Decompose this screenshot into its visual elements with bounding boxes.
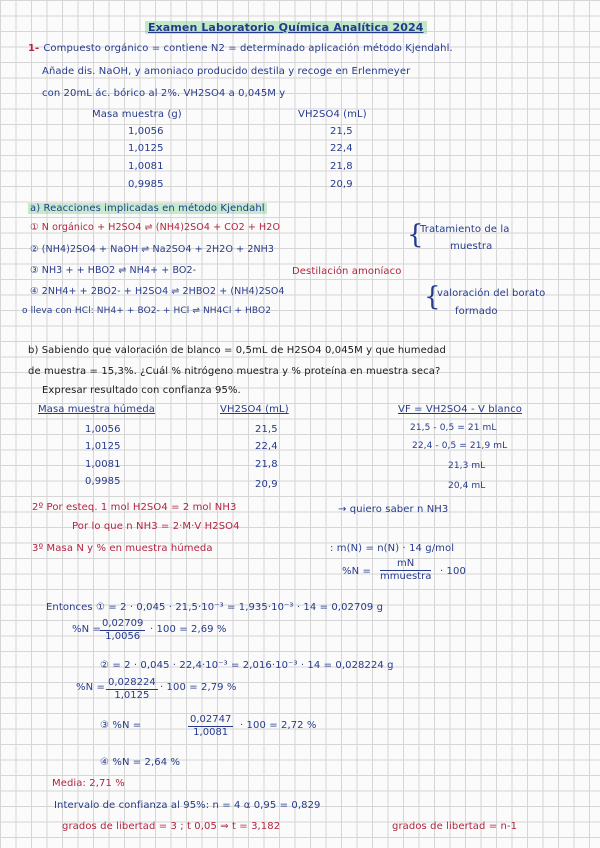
table1-mass: 1,0125: [128, 143, 164, 154]
brace-icon: {: [407, 220, 424, 250]
table2-volume: 21,8: [255, 459, 278, 470]
table1-volume: 21,5: [330, 126, 353, 137]
table1-volume: 22,4: [330, 143, 353, 154]
calc-2-mass: ② = 2 · 0,045 · 22,4·10⁻³ = 2,016·10⁻³ · 14 = 0,028224 g: [100, 660, 394, 671]
note-titration-2: formado: [455, 306, 498, 317]
calc-2-percent-label: %N =: [76, 682, 105, 693]
calc-2-result: · 100 = 2,79 %: [160, 682, 237, 693]
step-2-stoichiometry: 2º Por esteq. 1 mol H2SO4 = 2 mol NH3: [32, 502, 237, 513]
table2-volume: 22,4: [255, 441, 278, 452]
mean-result: Media: 2,71 %: [52, 778, 125, 789]
note-treatment-2: muestra: [450, 241, 493, 252]
table2-vf: 21,5 - 0,5 = 21 mL: [410, 423, 497, 433]
reaction-4: ④ 2NH4+ + 2BO2- + H2SO4 ⇌ 2HBO2 + (NH4)2SO4: [30, 286, 285, 297]
problem-statement-line-1: 1- Compuesto orgánico = contiene N2 = determinado aplicación método Kjendahl.: [28, 43, 453, 54]
table2-header-volume: VH2SO4 (mL): [220, 404, 289, 415]
step-3-times-100: · 100: [440, 566, 466, 577]
step-2-moles: Por lo que n NH3 = 2·M·V H2SO4: [72, 521, 240, 532]
table1-header-volume: VH2SO4 (mL): [298, 109, 367, 120]
page-title: Examen Laboratorio Química Analítica 2024: [145, 22, 427, 35]
table2-mass: 1,0081: [85, 459, 121, 470]
table2-mass: 0,9985: [85, 476, 121, 487]
calc-3-result: · 100 = 2,72 %: [240, 720, 317, 731]
calc-3-fraction: $\frac{0,02747}{1,0081}$: [190, 714, 232, 738]
step-3-heading: 3º Masa N y % en muestra húmeda: [32, 543, 213, 554]
calc-3-percent-label: ③ %N =: [100, 720, 142, 731]
table2-header-mass: Masa muestra húmeda: [38, 404, 155, 415]
section-a-heading: a) Reacciones implicadas en método Kjendahl: [30, 203, 265, 214]
step-2-note: → quiero saber n NH3: [338, 504, 449, 515]
reaction-5: o lleva con HCl: NH4+ + BO2- + HCl ⇌ NH4Cl + HBO2: [22, 306, 272, 316]
reaction-2: ② (NH4)2SO4 + NaOH ⇌ Na2SO4 + 2H2O + 2NH3: [30, 244, 275, 255]
calc-1-mass: Entonces ① = 2 · 0,045 · 21,5·10⁻³ = 1,935·10⁻³ · 14 = 0,02709 g: [46, 602, 384, 613]
note-titration: valoración del borato: [437, 288, 546, 299]
table1-mass: 1,0081: [128, 161, 164, 172]
step-3-mass-formula: : m(N) = n(N) · 14 g/mol: [330, 543, 455, 554]
brace-icon: {: [424, 282, 441, 312]
step-3-fraction: mN mmuestra: [380, 558, 432, 582]
confidence-interval: Intervalo de confianza al 95%: n = 4 α 0,95 = 0,829: [54, 800, 321, 811]
section-b-line-1: b) Sabiendo que valoración de blanco = 0,5mL de H2SO4 0,045M y que humedad: [28, 345, 446, 356]
table2-header-vf: VF = VH2SO4 - V blanco: [398, 404, 523, 415]
table2-vf: 20,4 mL: [448, 481, 486, 491]
problem-statement-line-2: Añade dis. NaOH, y amoniaco producido destila y recoge en Erlenmeyer: [42, 66, 411, 77]
calc-1-fraction: $\frac{0,02709}{1,0056}$: [102, 618, 144, 642]
calc-2-fraction: $\frac{0,028224}{1,0125}$: [108, 677, 156, 701]
degrees-of-freedom: grados de libertad = 3 ; t 0,05 ⇒ t = 3,182: [62, 821, 281, 832]
table2-vf: 22,4 - 0,5 = 21,9 mL: [412, 441, 508, 451]
table2-mass: 1,0056: [85, 424, 121, 435]
calc-4-result: ④ %N = 2,64 %: [100, 757, 181, 768]
table1-volume: 21,8: [330, 161, 353, 172]
table2-mass: 1,0125: [85, 441, 121, 452]
problem-statement-line-3: con 20mL ác. bórico al 2%. VH2SO4 a 0,045M y: [42, 88, 286, 99]
table1-mass: 0,9985: [128, 179, 164, 190]
note-distillation: Destilación amoníaco: [292, 266, 402, 277]
reaction-1: ① N orgánico + H2SO4 ⇌ (NH4)2SO4 + CO2 + H2O: [30, 222, 281, 233]
problem-number: 1-: [28, 43, 40, 54]
calc-1-percent-label: %N =: [72, 624, 101, 635]
step-3-percent-label: %N =: [342, 566, 371, 577]
section-b-line-3: Expresar resultado con confianza 95%.: [42, 385, 241, 396]
table1-header-mass: Masa muestra (g): [92, 109, 182, 120]
table1-mass: 1,0056: [128, 126, 164, 137]
table1-volume: 20,9: [330, 179, 353, 190]
degrees-of-freedom-note: grados de libertad = n-1: [392, 821, 518, 832]
table2-volume: 20,9: [255, 479, 278, 490]
table2-volume: 21,5: [255, 424, 278, 435]
table2-vf: 21,3 mL: [448, 461, 486, 471]
calc-1-result: · 100 = 2,69 %: [150, 624, 227, 635]
section-b-line-2: de muestra = 15,3%. ¿Cuál % nitrógeno muestra y % proteína en muestra seca?: [28, 366, 441, 377]
reaction-3: ③ NH3 + + HBO2 ⇌ NH4+ + BO2-: [30, 265, 197, 276]
note-treatment: Tratamiento de la: [420, 224, 510, 235]
